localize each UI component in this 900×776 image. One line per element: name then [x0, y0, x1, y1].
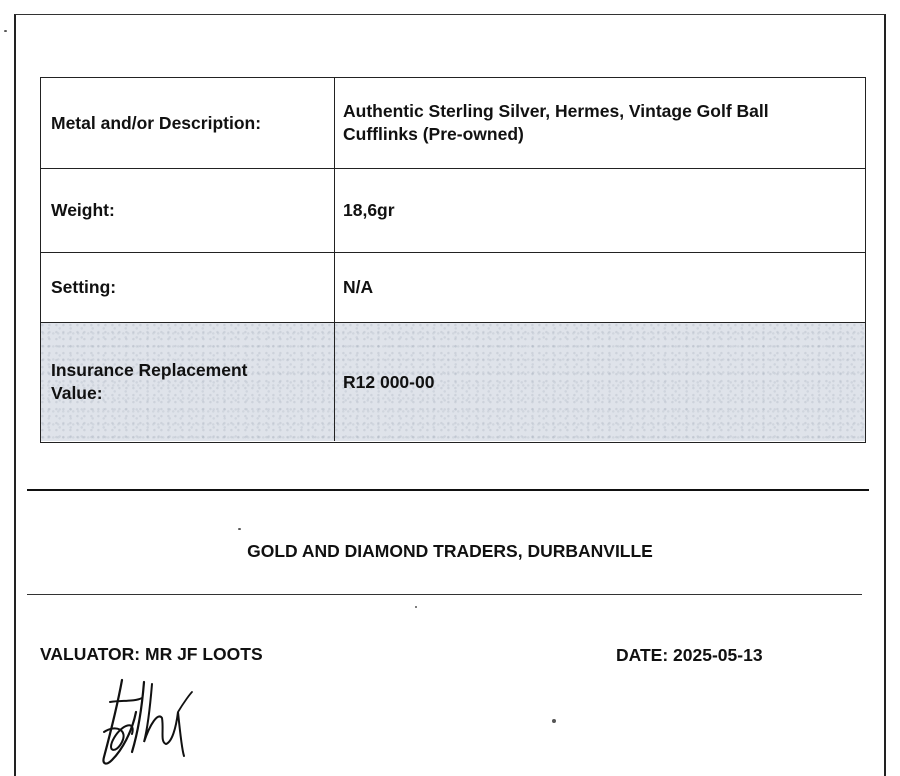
setting-label: Setting:: [41, 253, 335, 322]
valuator-name: VALUATOR: MR JF LOOTS: [40, 644, 263, 664]
valuation-date: DATE: 2025-05-13: [616, 645, 763, 665]
setting-value: N/A: [343, 277, 374, 297]
scan-speck: [4, 30, 7, 32]
scan-speck: [552, 719, 556, 723]
company-name: GOLD AND DIAMOND TRADERS, DURBANVILLE: [247, 541, 653, 561]
valuation-table: [40, 77, 866, 443]
scan-speck: [238, 528, 241, 530]
description-value: Authentic Sterling Silver, Hermes, Vintage Golf Ball Cufflinks (Pre-owned): [343, 101, 769, 144]
divider-bottom: [27, 594, 862, 595]
divider-top: [27, 489, 869, 491]
signature-icon: [92, 672, 202, 772]
table-row-description: [41, 78, 865, 169]
insurance-value-label: Insurance Replacement Value:: [41, 323, 335, 441]
insurance-value-amount: R12 000-00: [343, 371, 435, 392]
description-label: Metal and/or Description:: [41, 78, 335, 168]
table-row-insurance-value: [41, 323, 865, 441]
table-row-setting: [41, 253, 865, 323]
table-row-weight: [41, 169, 865, 253]
weight-label: Weight:: [41, 169, 335, 252]
scan-speck: [415, 606, 417, 608]
weight-value: 18,6gr: [343, 200, 395, 220]
